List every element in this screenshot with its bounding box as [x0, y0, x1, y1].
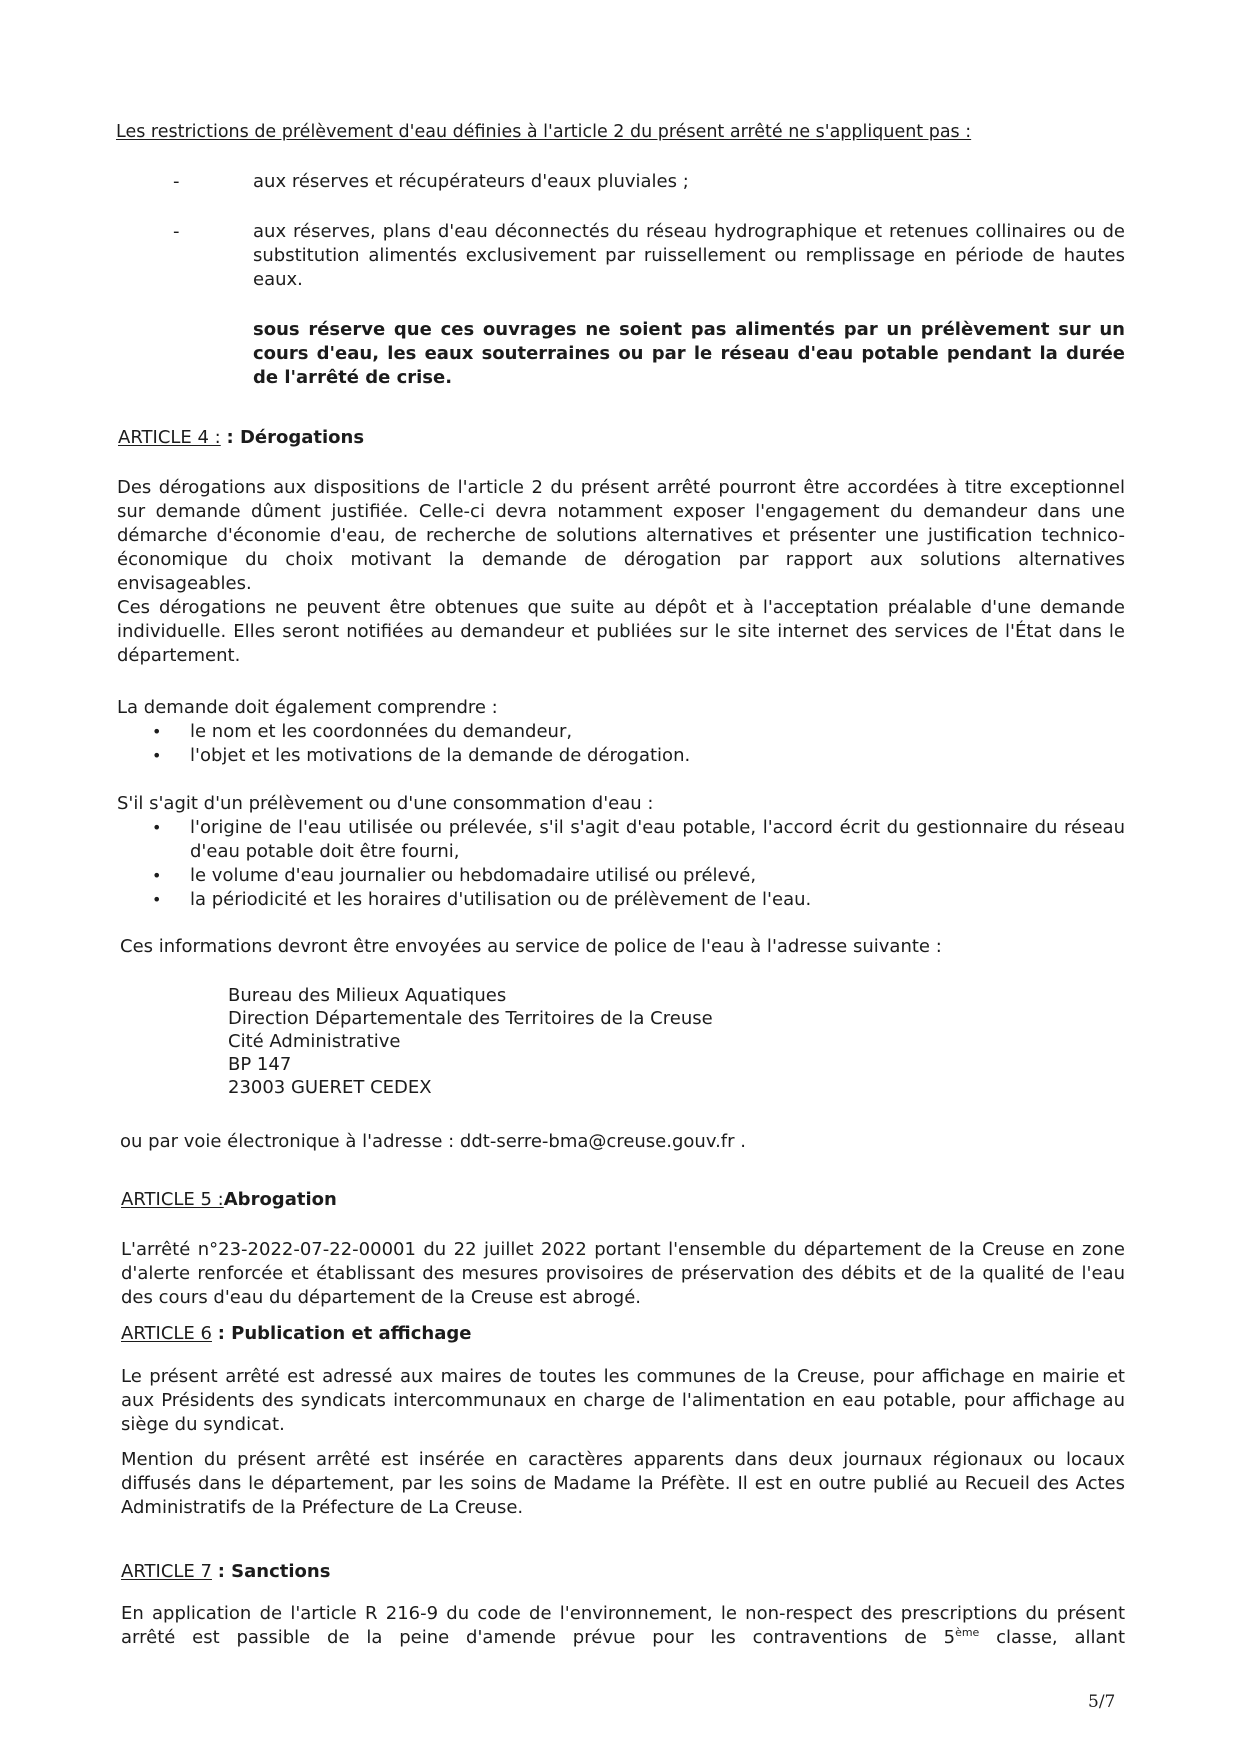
article-4-list2-intro: S'il s'agit d'un prélèvement ou d'une consommation d'eau :: [117, 793, 654, 814]
dash-marker: -: [173, 221, 180, 242]
article-5-label: ARTICLE 5 :: [121, 1189, 224, 1210]
article-4-list2-item-3: la périodicité et les horaires d'utilisation ou de prélèvement de l'eau.: [190, 889, 812, 910]
postal-address: [228, 984, 713, 1099]
article-5-heading: [121, 1188, 337, 1212]
article-7-heading: [121, 1560, 330, 1584]
article-5-paragraph: L'arrêté n°23-2022-07-22-00001 du 22 juillet 2022 portant l'ensemble du département de la Creuse en zone d'alerte renforcée et établissant des mesures provisoires de préservation des débits et de la qualité de l'eau des cours d'eau du département de la Creuse est abrogé.: [121, 1239, 1125, 1308]
intro-condition: sous réserve que ces ouvrages ne soient pas alimentés par un prélèvement sur un cours d'eau, les eaux souterraines ou par le réseau d'eau potable pendant la durée de l'arrêté de crise.: [253, 319, 1125, 388]
bullet-marker: •: [152, 746, 162, 765]
article-6-label: ARTICLE 6: [121, 1323, 212, 1344]
article-7-text: En application de l'article R 216-9 du code de l'environnement, le non-respect des prescriptions du présent arrêté est passible de la peine d'amende prévue pour les contraventions de 5: [121, 1603, 1125, 1648]
superscript-ordinal: ème: [955, 1626, 980, 1639]
intro-heading: Les restrictions de prélèvement d'eau définies à l'article 2 du présent arrêté ne s'appliquent pas :: [116, 122, 972, 142]
article-4-heading: [118, 426, 364, 450]
address-line: 23003 GUERET CEDEX: [228, 1077, 432, 1098]
intro-item-1: aux réserves et récupérateurs d'eaux pluviales ;: [253, 171, 689, 192]
article-4-send-intro: Ces informations devront être envoyées au service de police de l'eau à l'adresse suivante :: [120, 936, 942, 957]
article-4-list2-item-2: le volume d'eau journalier ou hebdomadaire utilisé ou prélevé,: [190, 865, 757, 886]
article-4-list1-intro: La demande doit également comprendre :: [117, 697, 498, 718]
article-5-title: Abrogation: [223, 1189, 337, 1210]
bullet-marker: •: [152, 818, 162, 837]
article-4-label: ARTICLE 4 :: [118, 427, 221, 448]
intro-item-2: aux réserves, plans d'eau déconnectés du réseau hydrographique et retenues collinaires ou de substitution alimentés exclusivement par ruissellement ou remplissage en période de hautes eaux.: [253, 221, 1125, 290]
article-6-paragraph-2: Mention du présent arrêté est insérée en caractères apparents dans deux journaux régionaux ou locaux diffusés dans le département, par les soins de Madame la Préfète. Il est en outre publié au Recueil des Actes Administratifs de la Préfecture de La Creuse.: [121, 1449, 1125, 1518]
article-4-paragraph-1: Des dérogations aux dispositions de l'article 2 du présent arrêté pourront être accordées à titre exceptionnel sur demande dûment justifiée. Celle-ci devra notamment exposer l'engagement du demandeur dans une démarche d'économie d'eau, de recherche de solutions alternatives et présenter une justification technico-économique du choix motivant la demande de dérogation par rapport aux solutions alternatives envisageables.: [117, 477, 1125, 594]
bullet-marker: •: [152, 866, 162, 885]
article-6-paragraph-1: Le présent arrêté est adressé aux maires de toutes les communes de la Creuse, pour affichage en mairie et aux Présidents des syndicats intercommunaux en charge de l'alimentation en eau potable, pour affichage au siège du syndicat.: [121, 1366, 1125, 1435]
article-7-label: ARTICLE 7: [121, 1561, 212, 1582]
article-4-paragraph-2: Ces dérogations ne peuvent être obtenues que suite au dépôt et à l'acceptation préalable d'une demande individuelle. Elles seront notifiées au demandeur et publiées sur le site internet des services de l'État dans le département.: [117, 597, 1125, 666]
article-4-list2-item-1: l'origine de l'eau utilisée ou prélevée, s'il s'agit d'eau potable, l'accord écrit du gestionnaire du réseau d'eau potable doit être fourni,: [190, 817, 1125, 862]
bullet-marker: •: [152, 722, 162, 741]
article-4-title: : Dérogations: [226, 427, 365, 448]
article-7-paragraph: [121, 1602, 1125, 1650]
article-7-title: : Sanctions: [217, 1561, 331, 1582]
page-number: 5/7: [1088, 1692, 1116, 1712]
article-4-list1-item-2: l'objet et les motivations de la demande de dérogation.: [190, 745, 691, 766]
email-line: ou par voie électronique à l'adresse : ddt-serre-bma@creuse.gouv.fr .: [120, 1131, 746, 1152]
article-6-title: : Publication et affichage: [217, 1323, 472, 1344]
article-7-text-end: classe, allant: [979, 1627, 1126, 1648]
address-line: Bureau des Milieux Aquatiques: [228, 985, 507, 1006]
address-line: Cité Administrative: [228, 1031, 401, 1052]
bullet-marker: •: [152, 890, 162, 909]
dash-marker: -: [173, 171, 180, 192]
address-line: Direction Départementale des Territoires de la Creuse: [228, 1008, 713, 1029]
article-6-heading: [121, 1322, 471, 1346]
address-line: BP 147: [228, 1054, 292, 1075]
article-4-list1-item-1: le nom et les coordonnées du demandeur,: [190, 721, 573, 742]
